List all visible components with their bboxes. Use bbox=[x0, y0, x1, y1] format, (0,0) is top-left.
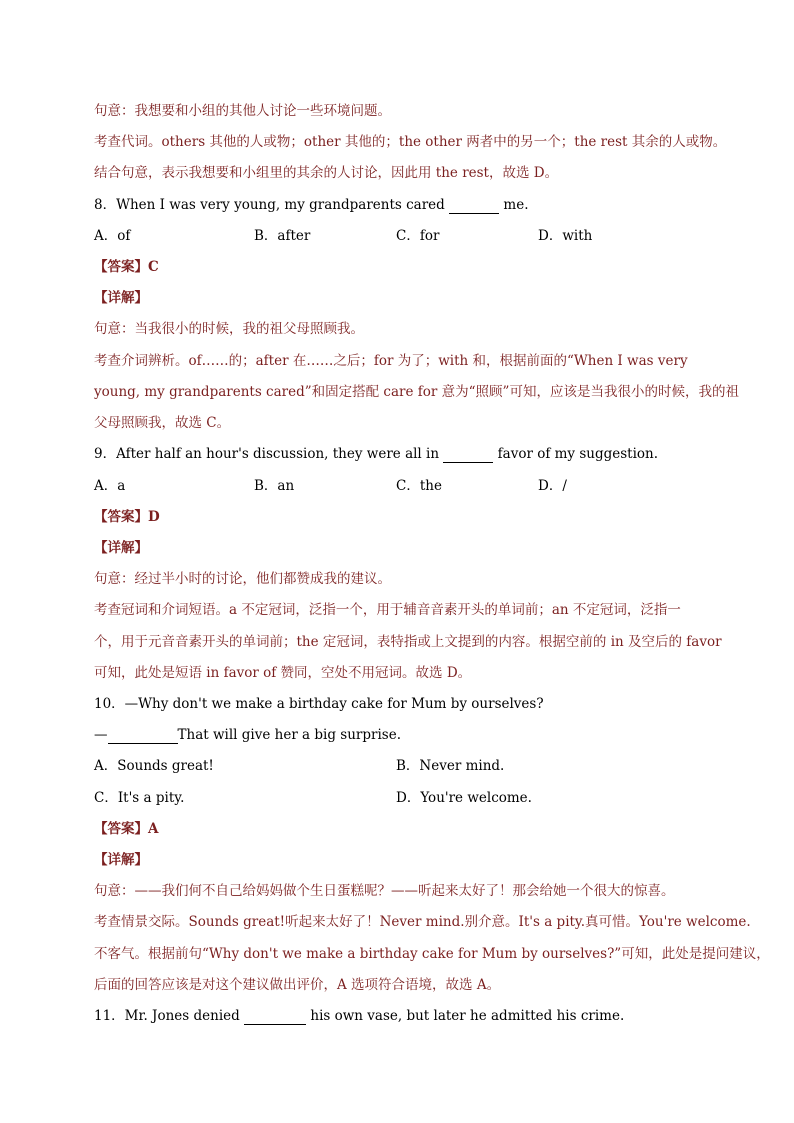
q9-option-d: D．/ bbox=[538, 478, 567, 494]
q10-analysis-line-3: 后面的回答应该是对这个建议做出评价，A 选项符合语境，故选 A。 bbox=[94, 977, 501, 993]
q10-reply bbox=[94, 726, 714, 744]
q9-detail-heading: 【详解】 bbox=[94, 540, 148, 556]
q8-option-a: A．of bbox=[94, 228, 131, 244]
q8-option-c: C．for bbox=[396, 228, 440, 244]
q9-stem-after: favor of my suggestion. bbox=[497, 446, 659, 462]
q8-stem bbox=[94, 196, 714, 214]
q10-options-row-1 bbox=[94, 757, 714, 775]
q9-answer: 【答案】D bbox=[94, 509, 160, 525]
q10-meaning: 句意：——我们何不自己给妈妈做个生日蛋糕呢？——听起来太好了！那会给她一个很大的惊喜。 bbox=[94, 883, 675, 899]
q8-meaning: 句意：当我很小的时候，我的祖父母照顾我。 bbox=[94, 321, 364, 337]
q8-analysis-line-1: 考查介词辨析。of……的；after 在……之后；for 为了；with 和，根据前面的“When I was very bbox=[94, 353, 688, 369]
q7-meaning: 句意：我想要和小组的其他人讨论一些环境问题。 bbox=[94, 103, 391, 119]
q7-analysis-line-1: 考查代词。others 其他的人或物；other 其他的；the other 两者中的另一个；the rest 其余的人或物。 bbox=[94, 134, 727, 150]
q9-analysis-line-1: 考查冠词和介词短语。a 不定冠词，泛指一个，用于辅音音素开头的单词前；an 不定冠词，泛指一 bbox=[94, 602, 681, 618]
q10-answer: 【答案】A bbox=[94, 821, 159, 837]
q11-stem-after: his own vase, but later he admitted his crime. bbox=[310, 1008, 625, 1024]
q8-blank bbox=[449, 199, 499, 214]
q9-option-c: C．the bbox=[396, 478, 442, 494]
q11-stem-before: 11．Mr. Jones denied bbox=[94, 1008, 240, 1024]
q7-analysis-line-2: 结合句意，表示我想要和小组里的其余的人讨论，因此用 the rest，故选 D。 bbox=[94, 165, 559, 181]
q8-stem-after: me. bbox=[503, 197, 529, 213]
q9-meaning: 句意：经过半小时的讨论，他们都赞成我的建议。 bbox=[94, 571, 391, 587]
q9-analysis-line-3: 可知，此处是短语 in favor of 赞同，空处不用冠词。故选 D。 bbox=[94, 665, 472, 681]
q8-analysis-line-3: 父母照顾我，故选 C。 bbox=[94, 415, 231, 431]
q9-option-b: B．an bbox=[254, 478, 295, 494]
q10-analysis-line-2: 不客气。根据前句“Why don't we make a birthday cake for Mum by ourselves?”可知，此处是提问建议， bbox=[94, 946, 770, 962]
q10-option-d: D．You're welcome. bbox=[396, 790, 532, 806]
q10-option-b: B．Never mind. bbox=[396, 758, 505, 774]
q9-options bbox=[94, 477, 714, 495]
q10-stem: 10．—Why don't we make a birthday cake for Mum by ourselves? bbox=[94, 696, 544, 712]
q9-blank bbox=[443, 448, 493, 463]
q8-options bbox=[94, 227, 714, 245]
q8-stem-before: 8．When I was very young, my grandparents cared bbox=[94, 197, 445, 213]
q10-option-c: C．It's a pity. bbox=[94, 790, 185, 806]
q8-option-d: D．with bbox=[538, 228, 593, 244]
q10-options-row-2 bbox=[94, 789, 714, 807]
q10-analysis-line-1: 考查情景交际。Sounds great!听起来太好了！Never mind.别介意。It's a pity.真可惜。You're welcome. bbox=[94, 914, 751, 930]
q8-analysis-line-2: young, my grandparents cared”和固定搭配 care for 意为“照顾”可知，应该是当我很小的时候，我的祖 bbox=[94, 384, 739, 400]
q10-reply-dash: — bbox=[94, 727, 108, 743]
q9-option-a: A．a bbox=[94, 478, 126, 494]
q10-blank bbox=[108, 729, 178, 744]
q10-option-a: A．Sounds great! bbox=[94, 758, 214, 774]
q9-stem-before: 9．After half an hour's discussion, they were all in bbox=[94, 446, 440, 462]
q8-answer: 【答案】C bbox=[94, 259, 159, 275]
q11-stem bbox=[94, 1007, 714, 1025]
q8-option-b: B．after bbox=[254, 228, 311, 244]
q8-detail-heading: 【详解】 bbox=[94, 290, 148, 306]
q10-reply-after: That will give her a big surprise. bbox=[177, 727, 401, 743]
q10-detail-heading: 【详解】 bbox=[94, 852, 148, 868]
q11-blank bbox=[244, 1010, 306, 1025]
q9-stem bbox=[94, 445, 714, 463]
q9-analysis-line-2: 个，用于元音音素开头的单词前；the 定冠词，表特指或上文提到的内容。根据空前的 in 及空后的 favor bbox=[94, 634, 722, 650]
